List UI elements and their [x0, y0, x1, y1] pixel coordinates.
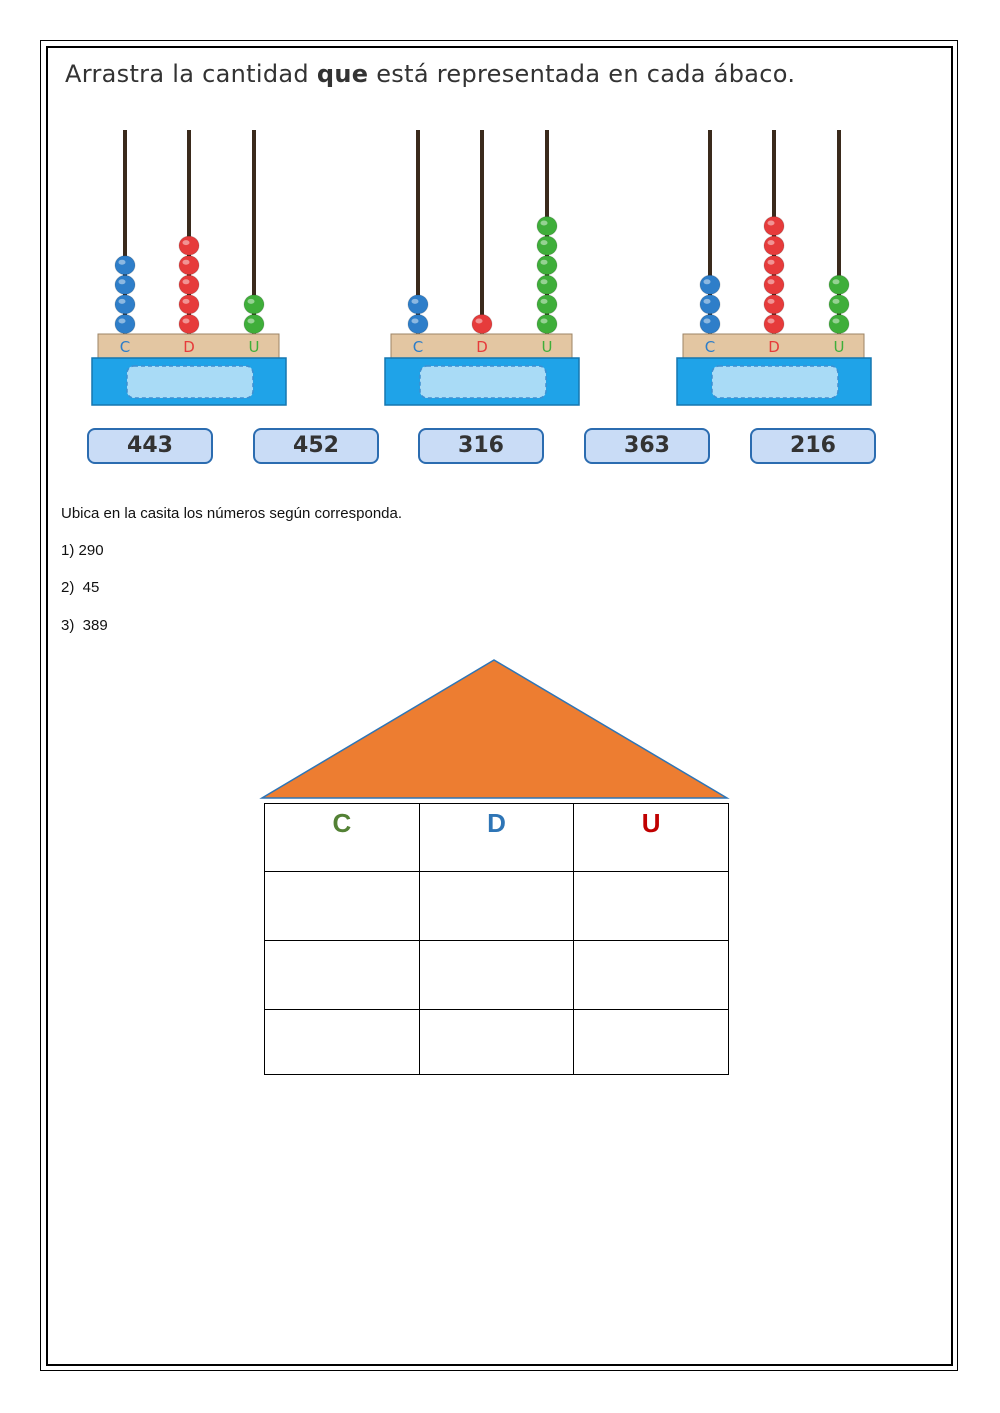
header-d-label: D [487, 808, 506, 838]
list-item-1: 1) 290 [61, 542, 104, 559]
house-cell-2-u[interactable] [574, 941, 729, 1010]
house-cell-3-c[interactable] [265, 1010, 420, 1075]
roof-triangle [262, 660, 727, 798]
option-chip-2[interactable]: 452 [253, 428, 379, 464]
header-c-label: C [332, 808, 352, 838]
abacus-1-label-c: C [119, 338, 131, 356]
abacus-1-label-u: U [248, 338, 260, 356]
option-chip-1[interactable]: 443 [87, 428, 213, 464]
abacus-3-label-u: U [833, 338, 845, 356]
house-cell-1-d[interactable] [419, 872, 574, 941]
option-chip-5[interactable]: 216 [750, 428, 876, 464]
abacus-3-label-c: C [704, 338, 716, 356]
title-text-bold: que [316, 60, 369, 88]
house-table [264, 803, 729, 1075]
instruction-text: Ubica en la casita los números según corresponda. [61, 505, 403, 522]
house-cell-2-d[interactable] [419, 941, 574, 1010]
house-cell-1-c[interactable] [265, 872, 420, 941]
abacus-2-label-d: D [476, 338, 488, 356]
house-header-c [265, 804, 420, 872]
abacus-3-label-d: D [768, 338, 780, 356]
house-row-2 [265, 941, 729, 1010]
house-cell-1-u[interactable] [574, 872, 729, 941]
house-cell-2-c[interactable] [265, 941, 420, 1010]
house-row-1 [265, 872, 729, 941]
abacus-2-label-c: C [412, 338, 424, 356]
house-header-row [265, 804, 729, 872]
option-chip-4[interactable]: 363 [584, 428, 710, 464]
house-row-3 [265, 1010, 729, 1075]
list-item-2: 2) 45 [61, 579, 100, 596]
house-header-d [419, 804, 574, 872]
list-item-3: 3) 389 [61, 617, 108, 634]
abacus-1-label-d: D [183, 338, 195, 356]
title-text-1: Arrastra la cantidad [65, 60, 317, 88]
abacus-2-label-u: U [541, 338, 553, 356]
house-cell-3-d[interactable] [419, 1010, 574, 1075]
house-header-u [574, 804, 729, 872]
header-u-label: U [641, 808, 661, 838]
option-chip-3[interactable]: 316 [418, 428, 544, 464]
house-cell-3-u[interactable] [574, 1010, 729, 1075]
title-text-2: está representada en cada ábaco. [368, 60, 796, 88]
